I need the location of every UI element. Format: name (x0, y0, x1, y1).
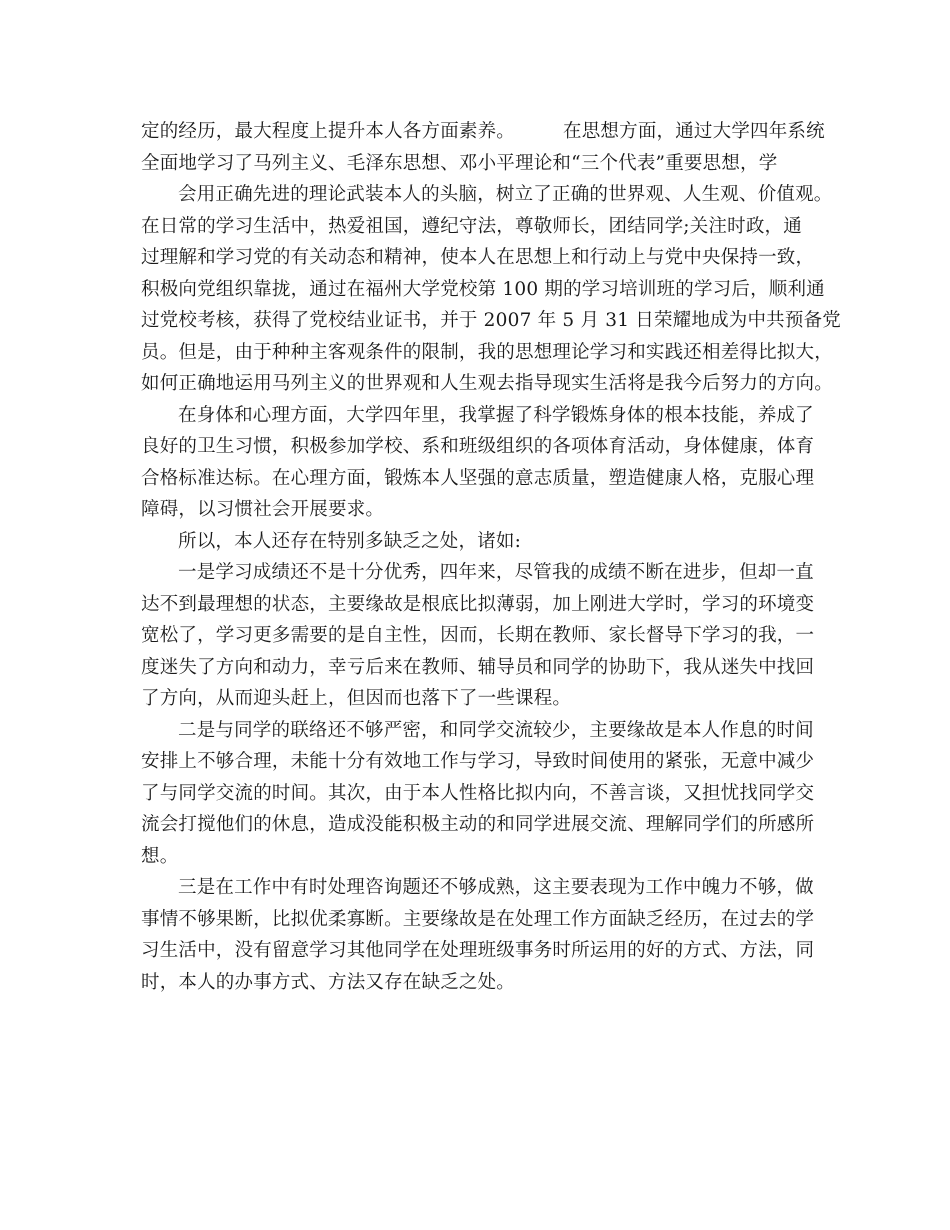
text-segment: 定的经历，最大程度上提升本人各方面素养。 (141, 121, 516, 142)
text-line: 了方向，从而迎头赶上，但因而也落下了一些课程。 (141, 688, 572, 709)
text-line: 过党校考核，获得了党校结业证书，并于 2007 年 5 月 31 日荣耀地成为中共预备党 (141, 310, 841, 331)
text-line (141, 116, 831, 148)
text-line: 想。 (141, 845, 179, 867)
text-line: 宽松了，学习更多需要的是自主性，因而，长期在教师、家长督导下学习的我，一 (141, 625, 815, 646)
text-line: 全面地学习了马列主义、毛泽东思想、邓小平理论和“三个代表”重要思想，学 (141, 152, 778, 174)
paragraph-start-line: 一是学习成绩还不是十分优秀，四年来，尽管我的成绩不断在进步，但却一直 (178, 562, 814, 583)
text-line: 如何正确地运用马列主义的世界观和人生观去指导现实生活将是我今后努力的方向。 (141, 373, 833, 394)
text-line: 度迷失了方向和动力，幸亏后来在教师、辅导员和同学的协助下，我从迷失中找回 (141, 656, 815, 678)
paragraph-start-line: 会用正确先进的理论武装本人的头脑，树立了正确的世界观、人生观、价值观。 (178, 184, 833, 205)
text-line: 时，本人的办事方式、方法又存在缺乏之处。 (141, 971, 516, 993)
text-line: 良好的卫生习惯，积极参加学校、系和班级组织的各项体育活动，身体健康，体育 (141, 436, 815, 457)
text-line: 流会打搅他们的休息，造成没能积极主动的和同学进展交流、理解同学们的所感所 (141, 814, 815, 835)
text-line: 员。但是，由于种种主客观条件的限制，我的思想理论学习和实践还相差得比拟大， (141, 341, 833, 363)
body-text (141, 116, 841, 998)
paragraph-start-line: 所以，本人还存在特别多缺乏之处，诸如: (178, 530, 522, 552)
paragraph-start-line: 二是与同学的联络还不够严密，和同学交流较少，主要缘故是本人作息的时间 (178, 719, 814, 741)
text-line: 安排上不够合理，未能十分有效地工作与学习，导致时间使用的紧张，无意中减少 (141, 751, 815, 772)
text-line: 习生活中，没有留意学习其他同学在处理班级事务时所运用的好的方式、方法，同 (141, 940, 815, 961)
text-line: 积极向党组织靠拢，通过在福州大学党校第 100 期的学习培训班的学习后，顺利通 (141, 278, 825, 300)
text-line: 事情不够果断，比拟优柔寡断。主要缘故是在处理工作方面缺乏经历，在过去的学 (141, 908, 815, 930)
paragraph-start-line: 在身体和心理方面，大学四年里，我掌握了科学锻炼身体的根本技能，养成了 (178, 404, 814, 426)
text-line: 过理解和学习党的有关动态和精神，使本人在思想上和行动上与党中央保持一致， (141, 247, 815, 268)
text-line: 合格标准达标。在心理方面，锻炼本人坚强的意志质量，塑造健康人格，克服心理 (141, 467, 815, 489)
text-line: 了与同学交流的时间。其次，由于本人性格比拟内向，不善言谈，又担忧找同学交 (141, 782, 815, 804)
text-segment: 在思想方面，通过大学四年系统 (563, 121, 825, 142)
text-line: 障碍，以习惯社会开展要求。 (141, 499, 385, 520)
text-line: 在日常的学习生活中，热爱祖国，遵纪守法，尊敬师长，团结同学;关注时政，通 (141, 215, 802, 237)
text-line: 达不到最理想的状态，主要缘故是根底比拟薄弱，加上刚进大学时，学习的环境变 (141, 593, 815, 615)
paragraph-start-line: 三是在工作中有时处理咨询题还不够成熟，这主要表现为工作中魄力不够，做 (178, 877, 814, 898)
